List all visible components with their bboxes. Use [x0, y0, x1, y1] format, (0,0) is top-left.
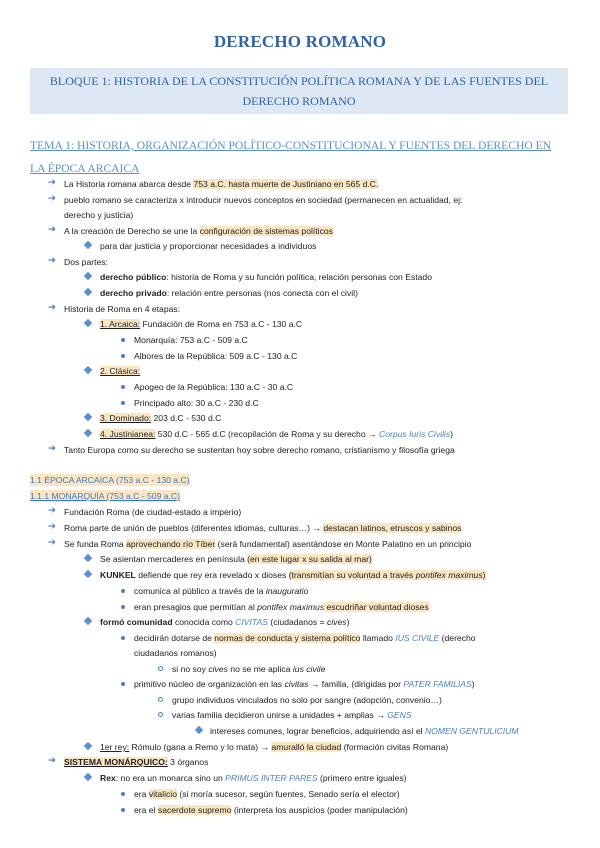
etapa-justinianea: 4. Justinianea: 530 d.C - 565 d.C (recopilación de Roma y su derecho → Corpus Iuris Civilis)	[100, 429, 454, 439]
diamond-bullet-icon	[84, 319, 92, 327]
monarquia-union-pueblos: Roma parte de unión de pueblos (diferentes idiomas, culturas…) → destacan latinos, etruscos y sabinos	[64, 523, 462, 533]
dot-bullet-icon	[121, 385, 125, 389]
arrow-bullet-icon: ➔	[48, 521, 56, 532]
sistema-rex: Rex: no era un monarca sino un PRIMUS INTER PARES (primero entre iguales)	[100, 773, 407, 783]
intro-item-historia: La Historia romana abarca desde 753 a.C. hasta muerte de Justiniano en 565 d.C.	[64, 179, 379, 189]
diamond-bullet-icon	[84, 429, 92, 437]
intro-item-dos-partes: Dos partes:	[64, 257, 108, 267]
kunkel-presagios: eran presagios que permitían al pontifex maximus escudriñar voluntad dioses	[134, 602, 429, 612]
rex-sacerdote: era el sacerdote supremo (interpreta los auspicios (poder manipulación)	[134, 805, 408, 815]
monarquia-mercaderes: Se asientan mercaderes en península (en este lugar x su salida al mar)	[100, 554, 372, 564]
etapa-arcaica-republica: Albores de la República: 509 a.C - 130 a.C	[134, 351, 298, 361]
dot-bullet-icon	[121, 401, 125, 405]
intro-sub-derecho-publico: derecho público: historia de Roma y su función política, relación personas con Estado	[100, 272, 432, 282]
section-epoca-arcaica: 1.1 ÉPOCA ARCAICA (753 a.C - 130 a.C)	[30, 475, 190, 485]
diamond-bullet-icon	[84, 413, 92, 421]
dot-bullet-icon	[121, 589, 125, 593]
arrow-bullet-icon: ➔	[48, 537, 56, 548]
dot-bullet-icon	[121, 354, 125, 358]
arrow-bullet-icon: ➔	[48, 193, 56, 204]
etapa-clasica: 2. Clásica:	[100, 366, 141, 376]
monarquia-primer-rey: 1er rey: Rómulo (gana a Remo y lo mata) → amuralló la ciudad (formación civitas Romana)	[100, 742, 449, 752]
diamond-bullet-icon	[84, 241, 92, 249]
familia-gens: varias familia decidieron unirse a unidades + amplias → GENS	[172, 710, 412, 720]
civitas-ius-civile: decidirán dotarse de normas de conducta y sistema político llamado IUS CIVILE (derecho	[134, 633, 476, 643]
intro-item-europa: Tanto Europa como su derecho se sustentan hoy sobre derecho romano, cristianismo y filosofía griega	[64, 445, 455, 455]
intro-item-pueblo: pueblo romano se caracteriza x introducir nuevos conceptos en sociedad (permanecen en actualidad, ej:	[64, 195, 463, 205]
civitas-cives-note: si no soy cives no se me aplica ius civile	[172, 664, 326, 674]
tema-heading	[30, 134, 575, 180]
circle-bullet-icon	[158, 712, 163, 717]
familia-grupo: grupo individuos vinculados no solo por sangre (adopción, convenio…)	[172, 695, 442, 705]
intro-item-pueblo-cont: derecho y justicia)	[64, 210, 134, 220]
etapa-arcaica-monarquia: Monarquía: 753 a.C - 509 a.C	[134, 335, 248, 345]
diamond-bullet-icon	[84, 272, 92, 280]
bloque-heading	[30, 68, 568, 114]
circle-bullet-icon	[158, 697, 163, 702]
bloque-line-2: DERECHO ROMANO	[242, 94, 356, 108]
dot-bullet-icon	[121, 636, 125, 640]
civitas-pater-familias: primitivo núcleo de organización en las civitas → familia, (dirigidas por PATER FAMILIAS)	[134, 679, 475, 689]
dot-bullet-icon	[121, 605, 125, 609]
tema-line-2: LA ÉPOCA ARCAICA	[30, 162, 140, 175]
civitas-ius-civile-cont: ciudadanos romanos)	[134, 648, 217, 658]
intro-item-creacion: A la creación de Derecho se une la configuración de sistemas políticos	[64, 226, 333, 236]
diamond-bullet-icon	[84, 773, 92, 781]
monarquia-civitas: formó comunidad conocida como CIVITAS (ciudadanos = cives)	[100, 617, 350, 627]
rex-vitalicio: era vitalicio (si moría sucesor, según fuentes, Senado sería el elector)	[134, 789, 400, 799]
diamond-bullet-icon	[84, 288, 92, 296]
arrow-bullet-icon: ➔	[48, 255, 56, 266]
intro-sub-justicia: para dar justicia y proporcionar necesidades a individuos	[100, 241, 317, 251]
section-monarquia: 1.1.1 MONARQUÍA (753 a.C - 509 a.C)	[30, 491, 180, 501]
document-title: DERECHO ROMANO	[213, 32, 387, 51]
diamond-bullet-icon	[84, 366, 92, 374]
monarquia-fundacion: Fundación Roma (de ciudad-estado a imperio)	[64, 507, 242, 517]
tema-line-1: TEMA 1: HISTORIA, ORGANIZACIÓN POLÍTICO-CONSTITUCIONAL Y FUENTES DEL DERECHO EN	[30, 139, 552, 152]
monarquia-kunkel: KUNKEL defiende que rey era revelado x dioses (transmitían su voluntad a través pontifex maximus)	[100, 570, 486, 580]
arrow-bullet-icon: ➔	[48, 224, 56, 235]
etapa-arcaica: 1. Arcaica: Fundación de Roma en 753 a.C - 130 a.C	[100, 319, 303, 329]
dot-bullet-icon	[121, 338, 125, 342]
dot-bullet-icon	[121, 682, 125, 686]
diamond-bullet-icon	[84, 554, 92, 562]
bloque-line-1: BLOQUE 1: HISTORIA DE LA CONSTITUCIÓN POLÍTICA ROMANA Y DE LAS FUENTES DEL	[49, 74, 549, 88]
intro-sub-derecho-privado: derecho privado: relación entre personas (nos conecta con el civil)	[100, 288, 358, 298]
dot-bullet-icon	[121, 808, 125, 812]
arrow-bullet-icon: ➔	[48, 302, 56, 313]
arrow-bullet-icon: ➔	[48, 177, 56, 188]
etapa-clasica-apogeo: Apogeo de la República: 130 a.C - 30 a.C	[134, 382, 294, 392]
dot-bullet-icon	[121, 792, 125, 796]
diamond-bullet-icon	[84, 570, 92, 578]
circle-bullet-icon	[158, 666, 163, 671]
monarquia-funda-roma: Se funda Roma aprovechando río Tíber (será fundamental) asentándose en Monte Palatino en un principio	[64, 539, 472, 549]
diamond-bullet-icon	[84, 742, 92, 750]
sistema-monarquico: SISTEMA MONÁRQUICO: 3 órganos	[64, 757, 209, 767]
intro-item-etapas: Historia de Roma en 4 etapas:	[64, 304, 181, 314]
arrow-bullet-icon: ➔	[48, 505, 56, 516]
diamond-bullet-icon	[195, 726, 203, 734]
diamond-bullet-icon	[84, 617, 92, 625]
etapa-clasica-principado: Principado alto: 30 a.C - 230 d.C	[134, 398, 259, 408]
arrow-bullet-icon: ➔	[48, 443, 56, 454]
etapa-dominado: 3. Dominado: 203 d.C - 530 d.C	[100, 413, 222, 423]
arrow-bullet-icon: ➔	[48, 755, 56, 766]
kunkel-inauguratio: comunica al público a través de la inauguratio	[134, 586, 309, 596]
gens-nomen: intereses comunes, lograr beneficios, adquiriendo así el NOMEN GENTULICIUM	[210, 726, 519, 736]
